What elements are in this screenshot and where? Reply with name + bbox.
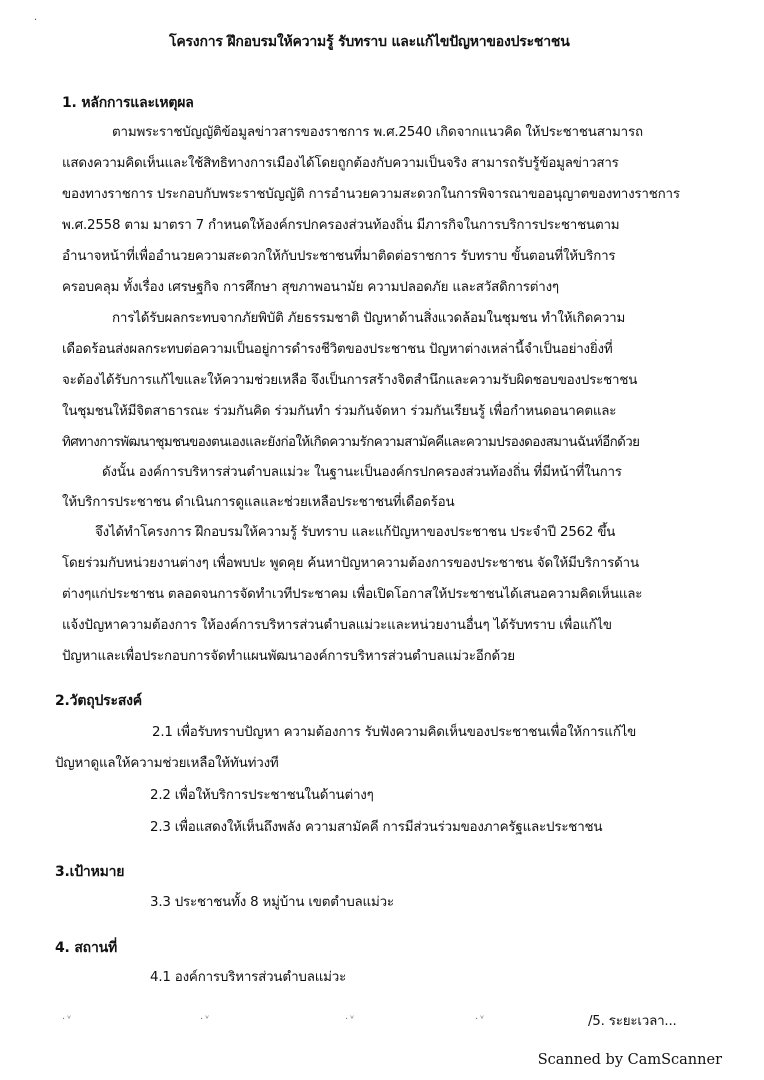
objective-line: 2.1 เพื่อรับทราบปัญหา ความต้องการ รับฟังความคิดเห็นของประชาชนเพื่อให้การแก้ไข [152,725,637,740]
section-2-heading: 2.วัตถุประสงค์ [55,693,142,709]
paragraph-line: จะต้องได้รับการแก้ไขและให้ความช่วยเหลือ จึงเป็นการสร้างจิตสำนึกและความรับผิดชอบของประชาชน [62,373,638,388]
objective-line: 2.2 เพื่อให้บริการประชาชนในด้านต่างๆ [150,788,374,803]
paragraph-line: ให้บริการประชาชน ดำเนินการดูแลและช่วยเหลือประชาชนที่เดือดร้อน [62,495,455,510]
paragraph-line: แจ้งปัญหาความต้องการ ให้องค์การบริหารส่วนตำบลแม่วะและหน่วยงานอื่นๆ ได้รับทราบ เพื่อแก้ไข [62,618,612,633]
paragraph-line: ตามพระราชบัญญัติข้อมูลข่าวสารของราชการ พ.ศ.2540 เกิดจากแนวคิด ให้ประชาชนสามารถ [112,125,643,140]
paragraph-line: พ.ศ.2558 ตาม มาตรา 7 กำหนดให้องค์กรปกครองส่วนท้องถิ่น มีภารกิจในการบริการประชาชนตาม [62,218,620,233]
paragraph-line: อำนาจหน้าที่เพื่ออำนวยความสะดวกให้กับประชาชนที่มาติดต่อราชการ รับทราบ ขั้นตอนที่ให้บริการ [62,249,616,264]
paragraph-line: ของทางราชการ ประกอบกับพระราชบัญญัติ การอำนวยความสะดวกในการพิจารณาขออนุญาตของทางราชการ [62,187,680,202]
section-1-heading: 1. หลักการและเหตุผล [62,95,194,111]
target-line: 3.3 ประชาชนทั้ง 8 หมู่บ้าน เขตตำบลแม่วะ [150,895,394,910]
paragraph-line: โดยร่วมกับหน่วยงานต่างๆ เพื่อพบปะ พูดคุย ค้นหาปัญหาความต้องการของประชาชน จัดให้มีบริการด้าน [62,556,639,571]
paragraph-line: ต่างๆแก่ประชาชน ตลอดจนการจัดทำเวทีประชาคม เพื่อเปิดโอกาสให้ประชาชนได้เสนอความคิดเห็นและ [62,587,643,602]
paragraph-line: ในชุมชนให้มีจิตสาธารณะ ร่วมกันคิด ร่วมกันทำ ร่วมกันจัดหา ร่วมกันเรียนรู้ เพื่อกำหนดอนาคตและ [62,404,617,419]
bleed-through-marks: ·ᵛ [200,1014,212,1025]
location-line: 4.1 องค์การบริหารส่วนตำบลแม่วะ [150,970,347,985]
paragraph-line: จึงได้ทำโครงการ ฝึกอบรมให้ความรู้ รับทราบ และแก้ปัญหาของประชาชน ประจำปี 2562 ขึ้น [95,525,616,540]
section-3-heading: 3.เป้าหมาย [55,864,125,880]
paragraph-line: ดังนั้น องค์การบริหารส่วนตำบลแม่วะ ในฐานะเป็นองค์กรปกครองส่วนท้องถิ่น ที่มีหน้าที่ในการ [102,465,622,480]
next-page-marker: /5. ระยะเวลา... [588,1014,677,1029]
scanner-watermark: Scanned by CamScanner [537,1052,722,1068]
paragraph-line: แสดงความคิดเห็นและใช้สิทธิทางการเมืองได้โดยถูกต้องกับความเป็นจริง สามารถรับรู้ข้อมูลข่าวสาร [62,156,619,171]
document-title: โครงการ ฝึกอบรมให้ความรู้ รับทราบ และแก้ไขปัญหาของประชาชน [169,34,570,50]
scan-mark: . [34,12,38,23]
paragraph-line: ปัญหาและเพื่อประกอบการจัดทำแผนพัฒนาองค์การบริหารส่วนตำบลแม่วะอีกด้วย [62,649,515,664]
section-4-heading: 4. สถานที่ [55,940,118,956]
bleed-through-marks: ·ᵛ [345,1014,357,1025]
paragraph-line: ทิศทางการพัฒนาชุมชนของตนเองและยังก่อให้เกิดความรักความสามัคคีและความปรองดองสมานฉันท์อีกด้วย [62,435,640,450]
bleed-through-marks: ·ᵛ [62,1014,74,1025]
objective-line: 2.3 เพื่อแสดงให้เห็นถึงพลัง ความสามัคคี การมีส่วนร่วมของภาครัฐและประชาชน [150,820,603,835]
paragraph-line: เดือดร้อนส่งผลกระทบต่อความเป็นอยู่การดำรงชีวิตของประชาชน ปัญหาต่างเหล่านี้จำเป็นอย่างยิ่งที่ [62,342,613,357]
paragraph-line: การได้รับผลกระทบจากภัยพิบัติ ภัยธรรมชาติ ปัญหาด้านสิ่งแวดล้อมในชุมชน ทำให้เกิดความ [112,311,626,326]
bleed-through-marks: ·ᵛ [475,1014,487,1025]
objective-line: ปัญหาดูแลให้ความช่วยเหลือให้ทันท่วงที [55,756,279,771]
paragraph-line: ครอบคลุม ทั้งเรื่อง เศรษฐกิจ การศึกษา สุขภาพอนามัย ความปลอดภัย และสวัสดิการต่างๆ [62,280,559,295]
